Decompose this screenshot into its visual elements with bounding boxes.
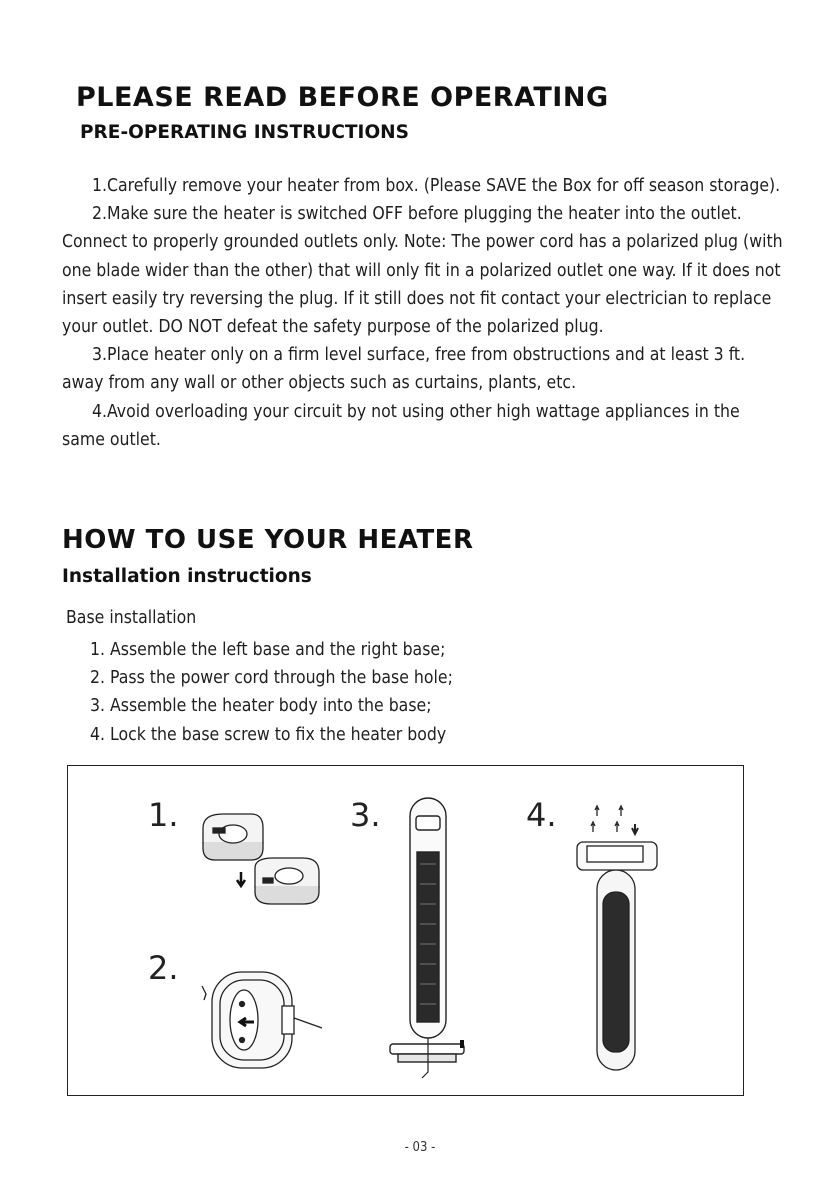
heater-body-illustration <box>388 794 468 1089</box>
heater-screw-lock-illustration <box>573 802 663 1072</box>
section-subtitle: PRE-OPERATING INSTRUCTIONS <box>80 122 409 143</box>
base-installation-heading: Base installation <box>66 608 197 628</box>
how-to-title: HOW TO USE YOUR HEATER <box>62 525 474 555</box>
cord-through-base-illustration <box>198 966 338 1076</box>
figure-label-3: 3. <box>350 796 381 834</box>
instruction-paragraph-3: 3.Place heater only on a firm level surface, free from obstructions and at least 3 ft. away from any wall or other objects such as curtains, plants, etc. <box>62 345 746 394</box>
installation-figure <box>67 765 744 1096</box>
page-number: - 03 - <box>404 1140 436 1155</box>
installation-step-2: 2. Pass the power cord through the base hole; <box>90 668 453 689</box>
instruction-paragraph-4: 4.Avoid overloading your circuit by not using other high wattage appliances in the same outlet. <box>62 401 740 450</box>
pre-operating-instructions <box>62 172 784 454</box>
installation-step-3: 3. Assemble the heater body into the base; <box>90 696 432 717</box>
figure-label-4: 4. <box>526 796 557 834</box>
instruction-paragraph-2: 2.Make sure the heater is switched OFF before plugging the heater into the outlet. Connect to properly grounded outlets only. Note: The power cord has a polarized plug (with one blade wider than the other) that will only fit in a polarized outlet one way. If it does not insert easily try reversing the plug. If it still does not fit contact your electrician to replace your outlet. DO NOT defeat the safety purpose of the polarized plug. <box>62 204 783 338</box>
page-title: PLEASE READ BEFORE OPERATING <box>76 82 609 113</box>
figure-label-1: 1. <box>148 796 179 834</box>
figure-label-2: 2. <box>148 949 179 987</box>
instruction-paragraph-1: 1.Carefully remove your heater from box. (Please SAVE the Box for off season storage). <box>92 176 781 196</box>
base-halves-illustration <box>193 806 333 916</box>
installation-step-4: 4. Lock the base screw to fix the heater body <box>90 724 447 745</box>
installation-steps <box>90 636 453 749</box>
installation-subtitle: Installation instructions <box>62 566 312 587</box>
installation-step-1: 1. Assemble the left base and the right base; <box>90 640 446 660</box>
